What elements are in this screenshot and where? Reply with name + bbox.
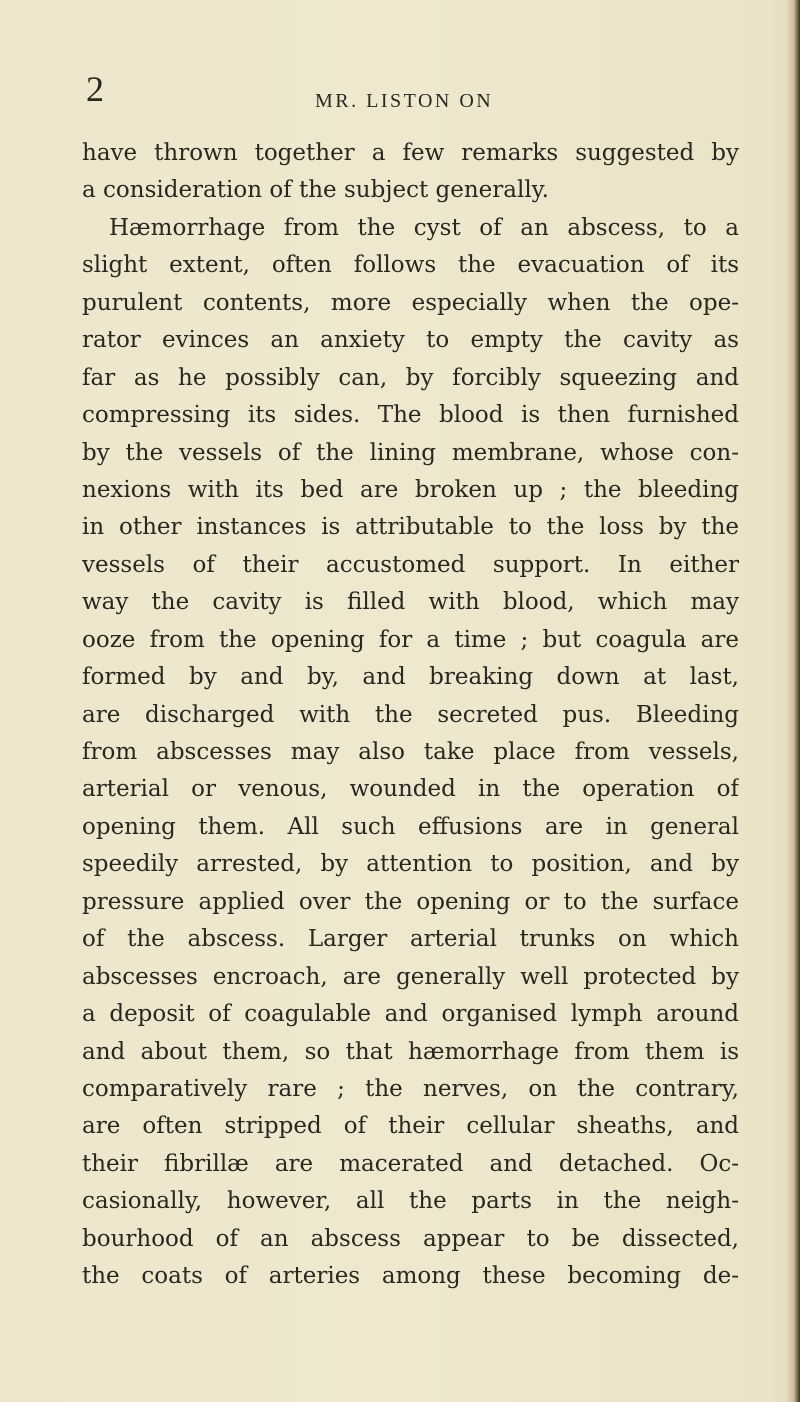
text-line: purulent contents, more especially when the ope-: [82, 289, 739, 316]
text-line: Hæmorrhage from the cyst of an abscess, to a: [109, 214, 739, 241]
text-line: the coats of arteries among these becoming de-: [82, 1263, 739, 1290]
running-title: MR. LISTON ON: [315, 90, 494, 112]
text-line: by the vessels of the lining membrane, whose con-: [82, 439, 739, 466]
text-line: bourhood of an abscess appear to be dissected,: [82, 1225, 739, 1252]
text-line: are often stripped of their cellular sheaths, and: [82, 1113, 739, 1140]
text-line: a consideration of the subject generally.: [82, 177, 549, 204]
text-line: speedily arrested, by attention to position, and by: [82, 851, 739, 878]
text-line: of the abscess. Larger arterial trunks on which: [82, 926, 739, 953]
text-line: comparatively rare ; the nerves, on the contrary,: [82, 1075, 739, 1102]
text-line: rator evinces an anxiety to empty the cavity as: [82, 327, 739, 354]
text-line: formed by and by, and breaking down at last,: [82, 664, 739, 691]
text-line: ooze from the opening for a time ; but coagula are: [82, 626, 739, 653]
text-line: pressure applied over the opening or to the surface: [82, 888, 739, 915]
page-number: 2: [86, 69, 104, 109]
text-line: their fibrillæ are macerated and detached. Oc-: [82, 1150, 739, 1177]
text-line: from abscesses may also take place from vessels,: [82, 739, 739, 765]
text-line: compressing its sides. The blood is then furnished: [82, 402, 739, 429]
text-line: abscesses encroach, are generally well protected by: [82, 963, 739, 990]
text-line: a deposit of coagulable and organised lymph around: [82, 1001, 739, 1028]
page-edge-shadow: [786, 0, 800, 1402]
body-text: [82, 135, 739, 1296]
text-line: have thrown together a few remarks suggested by: [82, 140, 739, 166]
text-line: are discharged with the secreted pus. Bleeding: [82, 701, 739, 728]
text-line: slight extent, often follows the evacuation of its: [82, 252, 739, 279]
text-line: way the cavity is filled with blood, which may: [82, 589, 739, 616]
text-line: opening them. All such effusions are in general: [82, 813, 739, 840]
text-line: arterial or venous, wounded in the operation of: [82, 776, 739, 803]
text-line: vessels of their accustomed support. In either: [82, 551, 739, 578]
text-line: nexions with its bed are broken up ; the bleeding: [82, 476, 739, 503]
text-line: and about them, so that hæmorrhage from them is: [82, 1038, 739, 1065]
text-line: casionally, however, all the parts in the neigh-: [82, 1188, 739, 1215]
text-line: in other instances is attributable to the loss by the: [82, 514, 739, 541]
text-line: far as he possibly can, by forcibly squeezing and: [82, 364, 739, 391]
